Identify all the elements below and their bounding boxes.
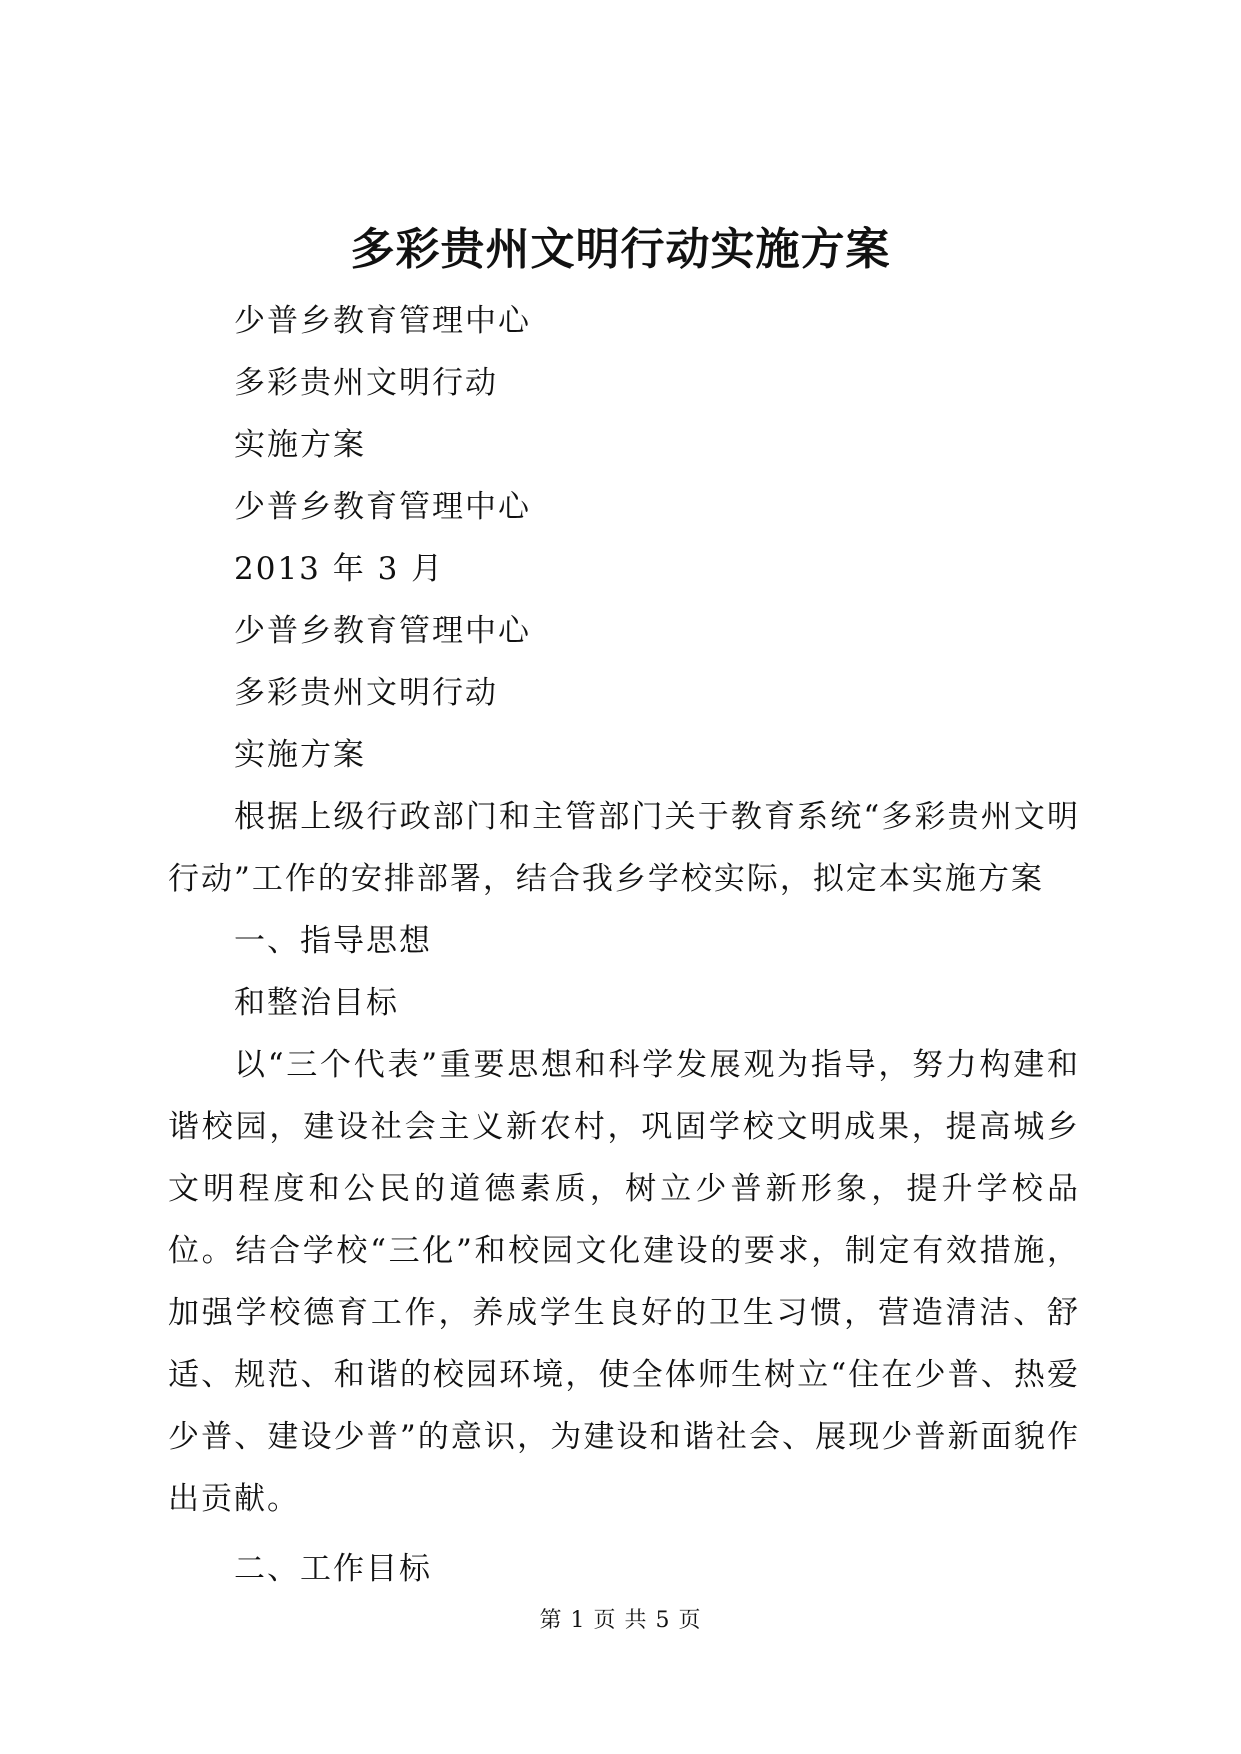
- text-line-2: 多彩贵州文明行动: [234, 365, 498, 401]
- intro-paragraph: 根据上级行政部门和主管部门关于教育系统“多彩贵州文明行动”工作的安排部署，结合我乡学校实际，拟定本实施方案: [168, 799, 1080, 897]
- text-line-8: 实施方案: [234, 737, 366, 773]
- page-footer: 第 1 页 共 5 页: [539, 1608, 702, 1633]
- text-line-3: 实施方案: [234, 427, 366, 463]
- document-title: 多彩贵州文明行动实施方案: [350, 224, 891, 275]
- text-line-date: 2013 年 3 月: [234, 551, 445, 587]
- section-1-paragraph: 以“三个代表”重要思想和科学发展观为指导，努力构建和谐校园，建设社会主义新农村，巩固学校文明成果，提高城乡文明程度和公民的道德素质，树立少普新形象，提升学校品位。结合学校“三化”和校园文化建设的要求，制定有效措施，加强学校德育工作，养成学生良好的卫生习惯，营造清洁、舒适、规范、和谐的校园环境，使全体师生树立“住在少普、热爱少普、建设少普”的意识，为建设和谐社会、展现少普新面貌作出贡献。: [168, 1047, 1080, 1517]
- section-1-subheading: 和整治目标: [234, 985, 399, 1021]
- text-line-4: 少普乡教育管理中心: [234, 489, 531, 525]
- section-1-heading: 一、指导思想: [234, 923, 432, 959]
- text-line-1: 少普乡教育管理中心: [234, 303, 531, 339]
- section-2-heading: 二、工作目标: [234, 1551, 432, 1587]
- document-body: [168, 290, 1080, 1600]
- text-line-6: 少普乡教育管理中心: [234, 613, 531, 649]
- text-line-7: 多彩贵州文明行动: [234, 675, 498, 711]
